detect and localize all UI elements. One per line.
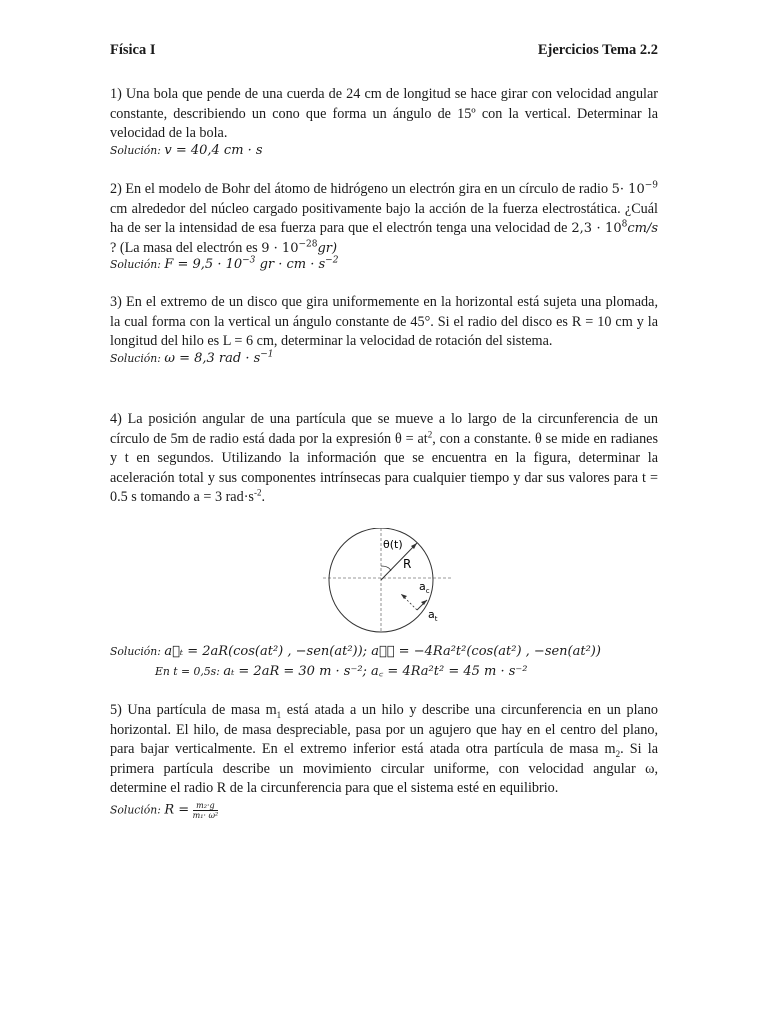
text-segment: cm alrededor del núcleo cargado positivamente bajo la acción de la fuerza electrostática. ¿Cuál ha de ser la intensidad de esa fuerza para que el electrón tenga una velocidad de	[110, 200, 658, 237]
exercise-4-solution-line2	[110, 662, 658, 682]
mass-value: $9 \cdot 10^{-28}gr$)	[261, 239, 338, 256]
solution-value: $F = 9,5 \cdot 10^{-3}$ gr · cm · $s^{-2}$	[164, 256, 339, 273]
circular-motion-figure	[323, 528, 453, 633]
exercise-1	[110, 85, 658, 158]
solution-value: a⃗ₜ = 2aR(cos(at²) , −sen(at²)); a⃗꜀ = −4Ra²t²(cos(at²) , −sen(at²))	[164, 644, 601, 659]
solution-label: Solución:	[110, 258, 161, 272]
solution-value: ω = 8,3 rad · $s^{-1}$	[164, 349, 274, 366]
solution-label: Solución:	[110, 351, 161, 365]
solution-label: Solución:	[110, 645, 161, 658]
text-segment: 4) La posición angular de una partícula que se mueve a lo largo de la circunferencia de un círculo de 5m de radio está dada por la expresión θ = at	[110, 411, 658, 447]
exercise-2	[110, 180, 658, 272]
fraction-numerator: m₂·g	[193, 801, 219, 811]
exercise-3-text: 3) En el extremo de un disco que gira uniformemente en la horizontal está sujeta una plomada, la cual forma con la vertical un ángulo constante de 45°. Si el radio del disco es R = 10 cm y la longitud del hilo es L = 6 cm, determinar la velocidad de rotación del sistema.	[110, 294, 658, 350]
solution-label: Solución:	[110, 803, 161, 817]
text-segment: . Si la primera partícula describe un movimiento circular uniforme, con velocidad angular ω, determine el radio R de la circunferencia para que el sistema esté en equilibrio.	[110, 741, 658, 797]
exercise-1-solution	[110, 144, 658, 158]
exercise-5	[110, 701, 658, 820]
exercise-4-text	[110, 410, 658, 508]
solution-lhs: R =	[164, 802, 190, 818]
radius-label: R	[403, 557, 412, 571]
solution-value: v = 40,4 cm · s	[164, 142, 263, 158]
page-header	[110, 42, 658, 59]
theta-label: θ(t)	[383, 538, 403, 551]
at-label: $a_t$	[428, 608, 438, 623]
text-segment: , con a constante. θ se mide en radianes y t en segundos. Utilizando la información que se encuentra en la figura, determinar la aceleración total y sus componentes intrínsecas para cualquier tiempo y dar sus valores para t = 0.5 s tomando a = 3 rad·s	[110, 430, 659, 506]
velocity-value: $2,3 \cdot 10^8cm/s$	[571, 219, 658, 237]
ac-label: $a_c$	[419, 580, 430, 595]
fraction-denominator: m₁· ω²	[192, 810, 219, 820]
solution-time-label: En t = 0,5s:	[155, 665, 220, 678]
exercise-2-text	[110, 180, 658, 258]
exercise-4-solution	[110, 642, 658, 682]
subscript: 1	[276, 709, 282, 720]
text-segment: 2) En el modelo de Bohr del átomo de hidrógeno un electrón gira en un círculo de radio	[110, 181, 609, 197]
theta-arc	[381, 566, 391, 571]
subscript: 2	[615, 749, 621, 760]
tangential-arrowhead	[421, 600, 427, 605]
text-segment: está atada a un hilo y describe una circunferencia en un plano horizontal. El hilo, de masa despreciable, pasa por un agujero que hay en el centro del plano, para bajar verticalmente. En el extremo inferior está atada otra partícula de masa m	[110, 702, 658, 758]
text-segment: ? (La masa del electrón es	[110, 239, 258, 256]
radius-value: $5\cdot 10^{-9}$	[611, 180, 659, 197]
header-topic: Ejercicios Tema 2.2	[537, 42, 658, 58]
exercise-1-text: 1) Una bola que pende de una cuerda de 24 cm de longitud se hace girar con velocidad angular constante, describiendo un cono que forma un ángulo de 15º con la vertical. Determinar la velocidad de la bola.	[110, 86, 658, 142]
exercise-3	[110, 293, 658, 366]
exercise-2-solution	[110, 258, 658, 272]
solution-fraction	[193, 801, 219, 820]
centripetal-arrowhead	[401, 594, 407, 599]
exercise-4-solution-line1	[110, 642, 658, 662]
text-segment: 5) Una partícula de masa m	[110, 702, 277, 718]
solution-label: Solución:	[110, 143, 161, 157]
text-segment: .	[261, 489, 265, 506]
exercise-5-solution	[110, 801, 658, 820]
superscript: -2	[253, 487, 262, 498]
exercise-5-text	[110, 701, 658, 799]
exercise-4	[110, 410, 658, 508]
superscript: 2	[427, 428, 433, 439]
exercise-3-solution	[110, 349, 658, 366]
solution-value: aₜ = 2aR = 30 m · s⁻²; a꜀ = 4Ra²t² = 45 m · s⁻²	[223, 664, 528, 679]
header-course: Física I	[110, 42, 156, 58]
